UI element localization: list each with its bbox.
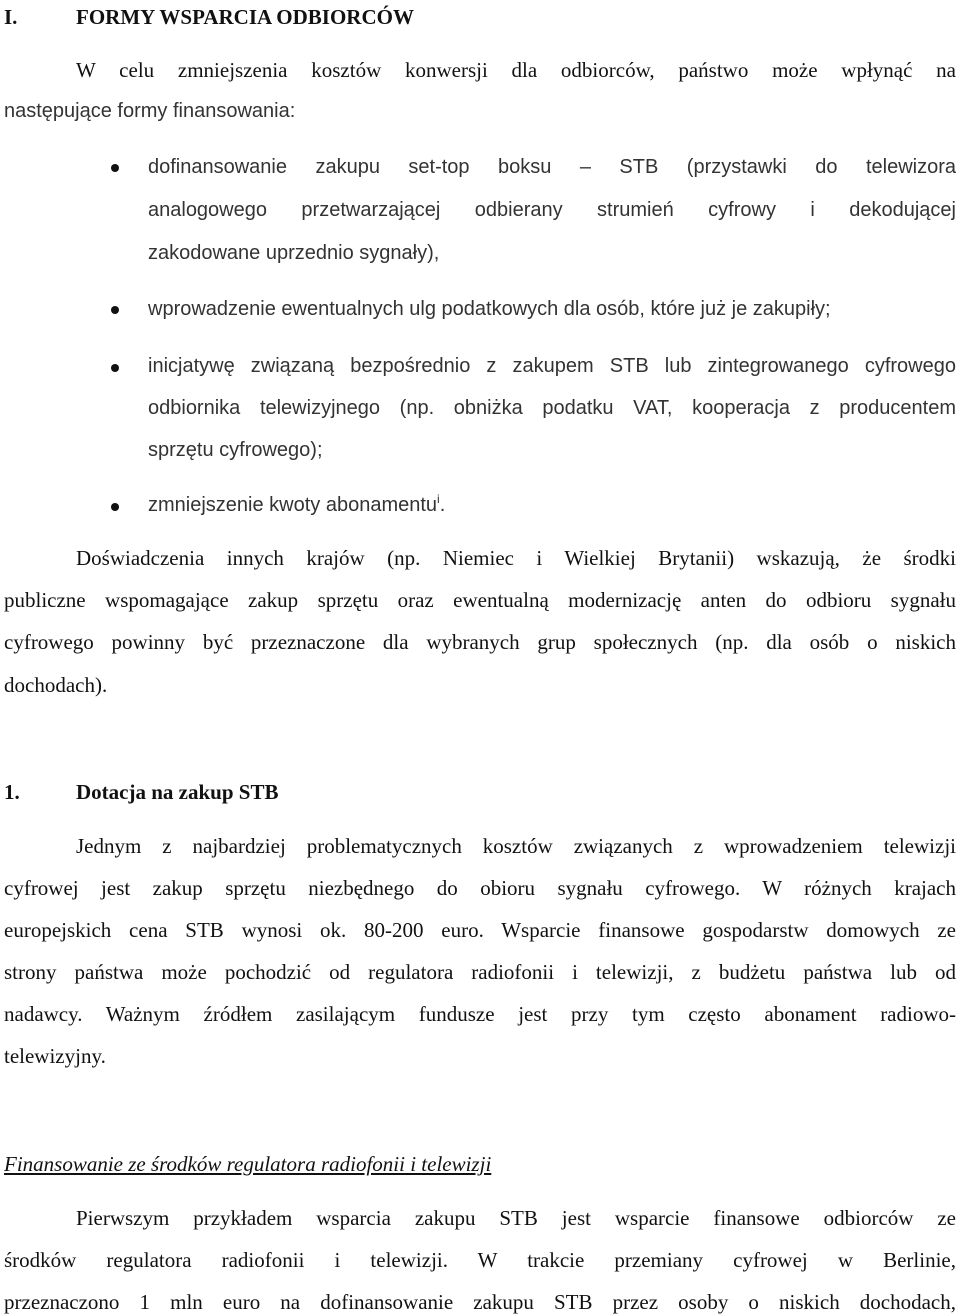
subsection-number: 1.: [4, 780, 20, 804]
subsection-line-4: [4, 959, 956, 985]
bullet-3-text-2: odbiornika telewizyjnego (np. obniżka podatku VAT, kooperacja z producentem: [148, 397, 956, 419]
subsection-line-1: [76, 833, 956, 859]
final-text-2: środków regulatora radiofonii i telewizji. W trakcie przemiany cyfrowej w Berlinie,: [4, 1248, 956, 1272]
subsection-text-4: strony państwa może pochodzić od regulatora radiofonii i telewizji, z budżetu państwa lub od: [4, 960, 956, 984]
subsection-line-5: [4, 1001, 956, 1027]
section-title: FORMY WSPARCIA ODBIORCÓW: [76, 5, 414, 29]
final-line-2: [4, 1247, 956, 1273]
experience-line-1: [76, 545, 956, 571]
final-line-3: [4, 1289, 956, 1315]
subsection-text-1: Jednym z najbardziej problematycznych kosztów związanych z wprowadzeniem telewizji: [76, 834, 956, 858]
bullet-1-text-2: analogowego przetwarzającej odbierany strumień cyfrowy i dekodującej: [148, 199, 956, 221]
subsection-title: Dotacja na zakup STB: [76, 780, 279, 804]
bullet-3-line-1: [148, 353, 956, 379]
experience-text-1: Doświadczenia innych krajów (np. Niemiec i Wielkiej Brytanii) wskazują, że środki: [76, 546, 956, 570]
intro-line-1: [76, 57, 956, 83]
experience-line-2: [4, 587, 956, 613]
experience-text-2: publiczne wspomagające zakup sprzętu oraz ewentualną modernizację anten do odbioru sygnału: [4, 588, 956, 612]
bullet-4-end: .: [439, 494, 446, 516]
experience-text-3: cyfrowego powinny być przeznaczone dla wybranych grup społecznych (np. dla osób o niskich: [4, 630, 956, 654]
bullet-icon: [111, 306, 119, 314]
final-text-1: Pierwszym przykładem wsparcia zakupu STB jest wsparcie finansowe odbiorców ze: [76, 1206, 956, 1230]
footnote-marker: i: [437, 492, 440, 506]
bullet-icon: [111, 503, 119, 511]
experience-line-4: dochodach).: [4, 673, 108, 697]
bullet-4-text: zmniejszenie kwoty abonamentu: [148, 494, 438, 516]
bullet-1-text-1: dofinansowanie zakupu set-top boksu – STB (przystawki do telewizora: [148, 156, 956, 178]
bullet-1-line-2: [148, 197, 956, 223]
bullet-1-line-3: zakodowane uprzednio sygnały),: [148, 242, 440, 264]
bullet-icon: [111, 364, 119, 372]
subsection-line-6: telewizyjny.: [4, 1044, 106, 1068]
subsection-text-3: europejskich cena STB wynosi ok. 80-200 euro. Wsparcie finansowe gospodarstw domowych ze: [4, 918, 956, 942]
bullet-icon: [111, 164, 119, 172]
subsection-text-5: nadawcy. Ważnym źródłem zasilającym fundusze jest przy tym często abonament radiowo-: [4, 1002, 956, 1026]
bullet-3-line-3: sprzętu cyfrowego);: [148, 439, 323, 461]
italic-heading: Finansowanie ze środków regulatora radiofonii i telewizji: [4, 1152, 492, 1176]
bullet-2-line-1: wprowadzenie ewentualnych ulg podatkowych dla osób, które już je zakupiły;: [148, 298, 831, 320]
bullet-3-line-2: [148, 395, 956, 421]
bullet-1-line-1: [148, 154, 956, 180]
subsection-text-2: cyfrowej jest zakup sprzętu niezbędnego do obioru sygnału cyfrowego. W różnych krajach: [4, 876, 956, 900]
bullet-4-line-1: [148, 492, 445, 518]
intro-line-2: następujące formy finansowania:: [4, 100, 296, 122]
final-text-3: przeznaczono 1 mln euro na dofinansowanie zakupu STB przez osoby o niskich dochodach,: [4, 1290, 956, 1314]
subsection-line-3: [4, 917, 956, 943]
section-number: I.: [4, 5, 18, 29]
intro-text-1: W celu zmniejszenia kosztów konwersji dla odbiorców, państwo może wpłynąć na: [76, 58, 956, 82]
subsection-line-2: [4, 875, 956, 901]
bullet-3-text-1: inicjatywę związaną bezpośrednio z zakupem STB lub zintegrowanego cyfrowego: [148, 355, 956, 377]
experience-line-3: [4, 629, 956, 655]
final-line-1: [76, 1205, 956, 1231]
